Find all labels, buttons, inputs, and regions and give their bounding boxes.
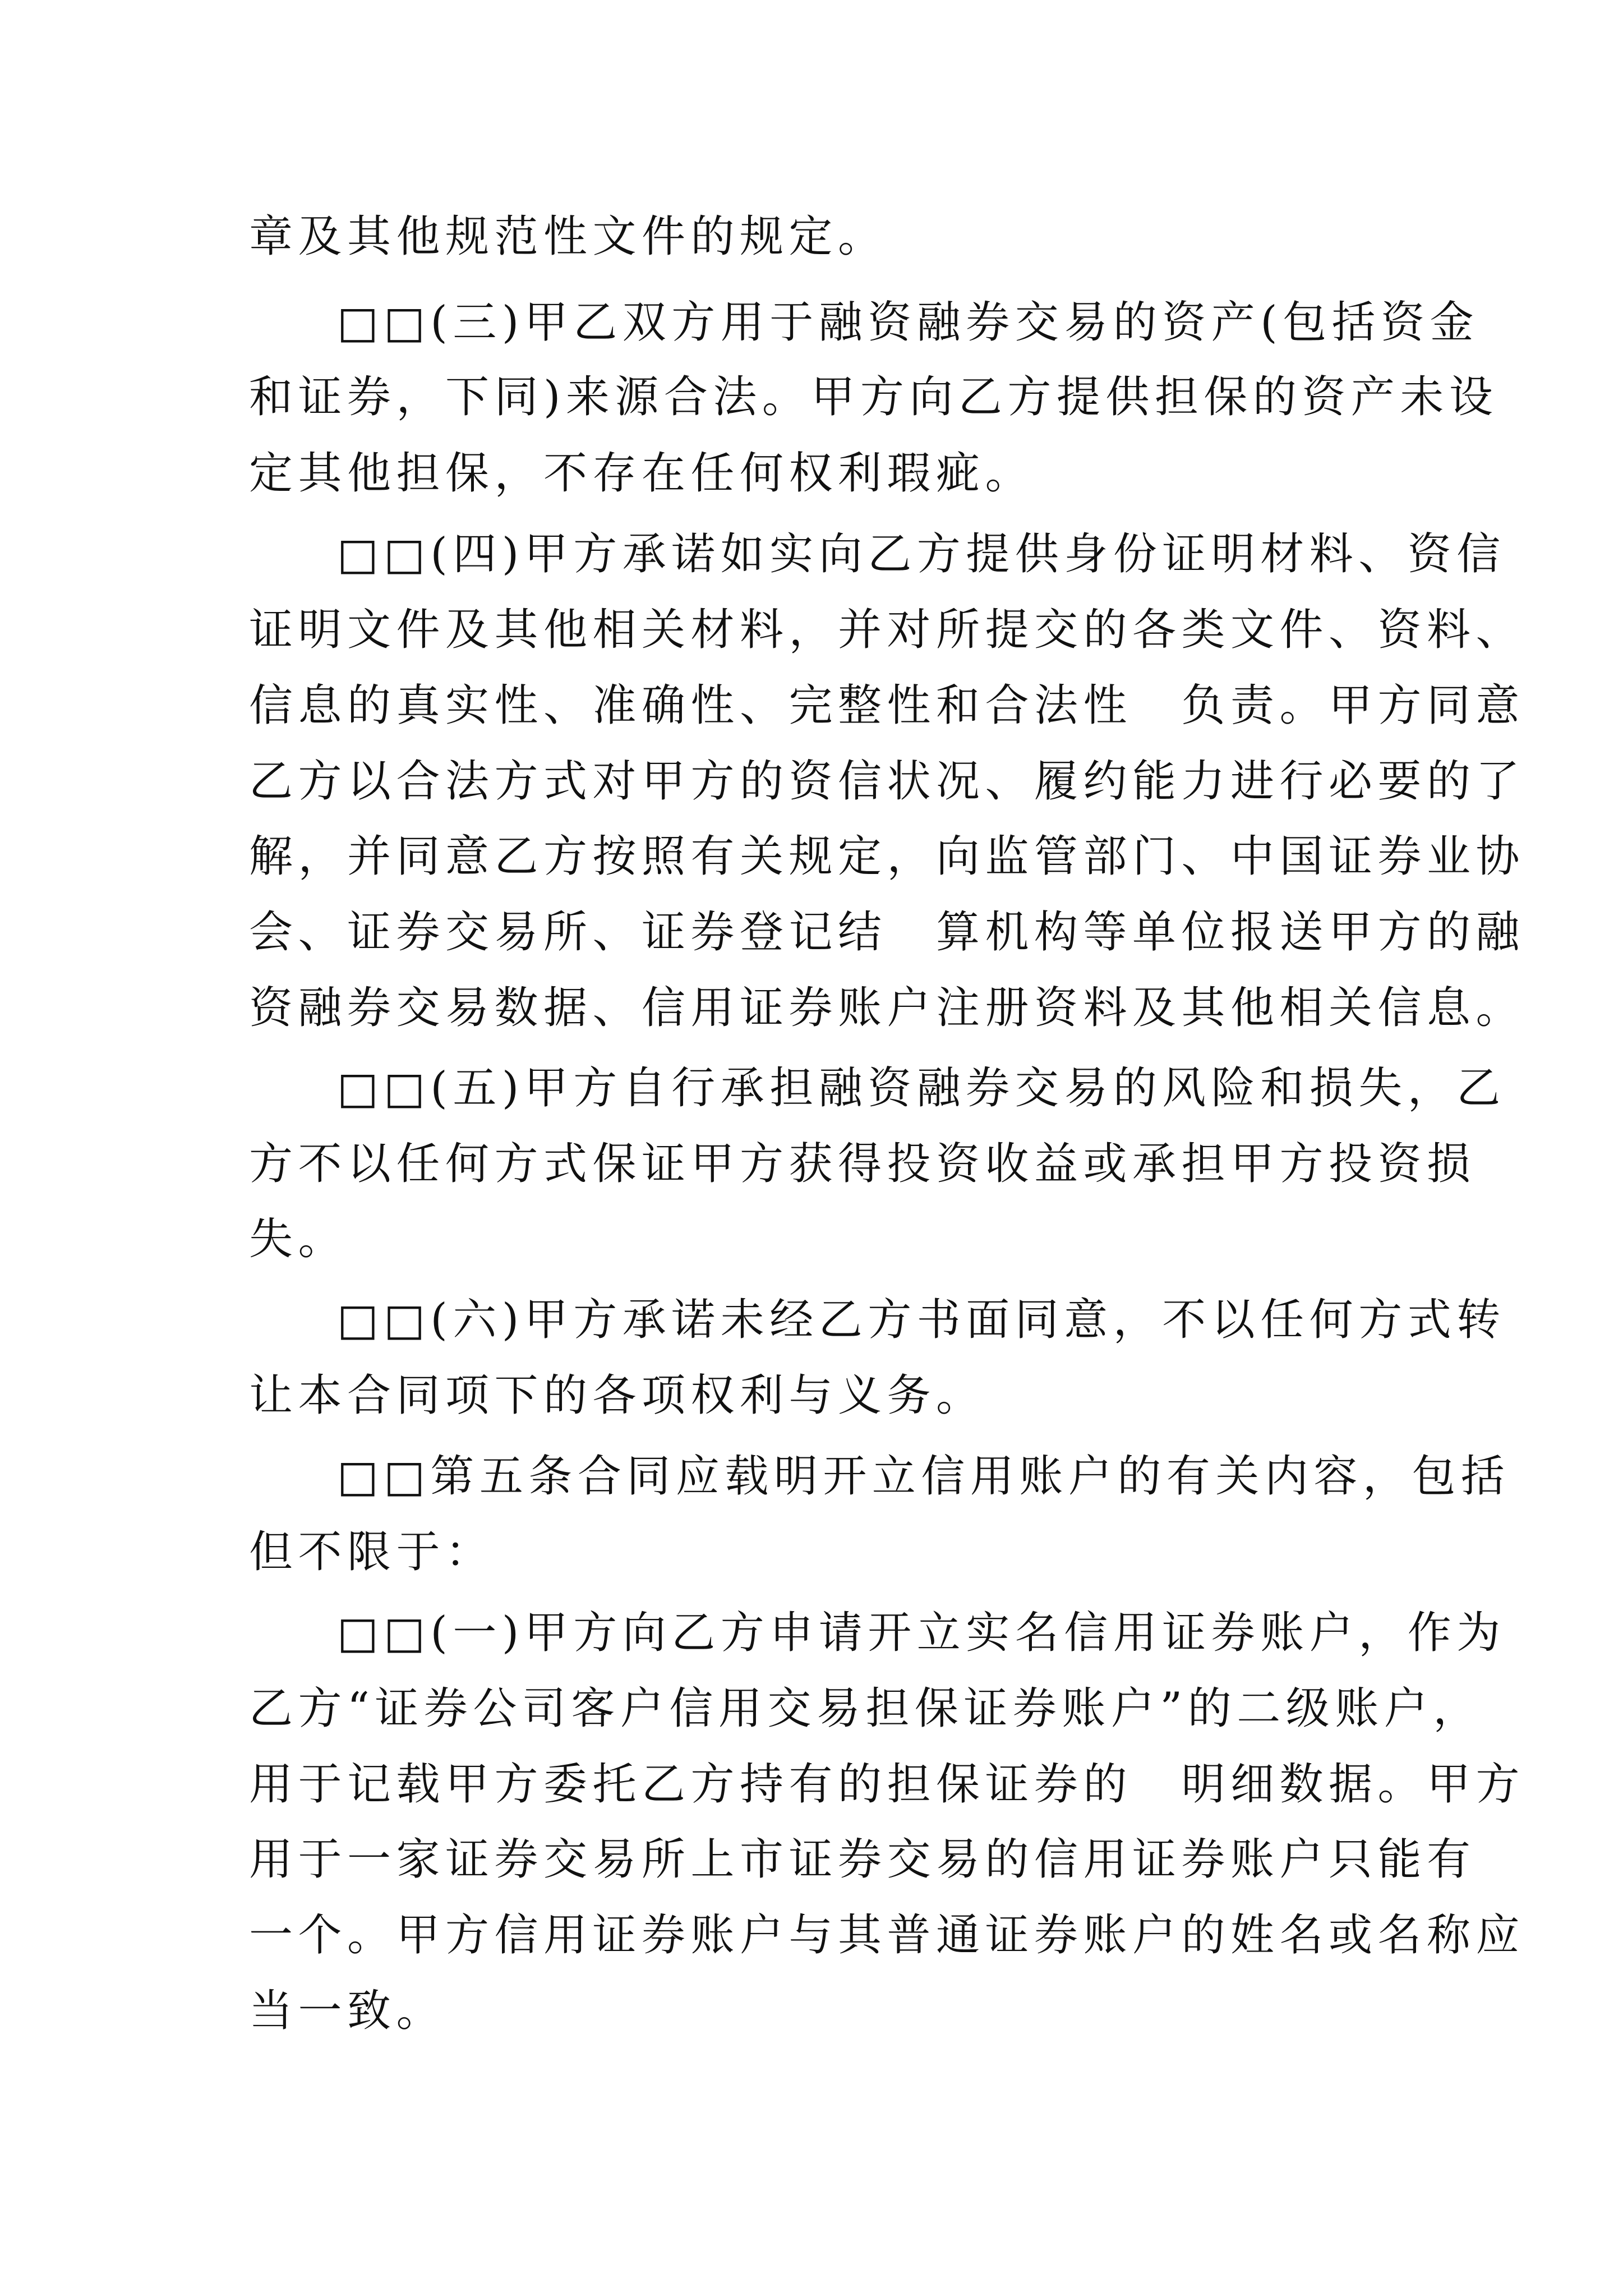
text-line: 定其他担保，不存在任何权利瑕疵。 [249,448,1035,499]
text-line: 方不以任何方式保证甲方获得投资收益或承担甲方投资损 [249,1139,1476,1189]
text-line: □□(六)甲方承诺未经乙方书面同意，不以任何方式转 [337,1295,1506,1345]
text-line: 章及其他规范性文件的规定。 [249,211,887,262]
text-line: 但不限于： [249,1527,495,1577]
text-line: □□第五条合同应载明开立信用账户的有关内容，包括 [337,1451,1510,1502]
text-line: 和证券，下同)来源合法。甲方向乙方提供担保的资产未设 [249,372,1498,422]
text-line: □□(三)甲乙双方用于融资融券交易的资产(包括资金 [337,297,1479,348]
text-line: 用于一家证券交易所上市证券交易的信用证券账户只能有 [249,1834,1476,1885]
text-line: □□(一)甲方向乙方申请开立实名信用证券账户，作为 [337,1608,1506,1658]
text-line: 乙方以合法方式对甲方的资信状况、履约能力进行必要的了 [249,756,1525,807]
text-line: 资融券交易数据、信用证券账户注册资料及其他相关信息。 [249,983,1525,1033]
text-line: 信息的真实性、准确性、完整性和合法性 负责。甲方同意 [249,680,1525,731]
text-line: 让本合同项下的各项权利与义务。 [249,1370,985,1421]
text-line: □□(四)甲方承诺如实向乙方提供身份证明材料、资信 [337,529,1506,579]
text-line: 乙方“证券公司客户信用交易担保证券账户”的二级账户， [249,1683,1482,1734]
text-line: □□(五)甲方自行承担融资融券交易的风险和损失，乙 [337,1063,1506,1114]
text-line: 当一致。 [249,1986,446,2036]
text-line: 一个。甲方信用证券账户与其普通证券账户的姓名或名称应 [249,1910,1525,1961]
text-line: 证明文件及其他相关材料，并对所提交的各类文件、资料、 [249,605,1525,655]
text-line: 会、证券交易所、证券登记结 算机构等单位报送甲方的融 [249,907,1525,958]
text-line: 用于记载甲方委托乙方持有的担保证券的 明细数据。甲方 [249,1759,1525,1810]
text-line: 失。 [249,1214,348,1264]
text-line: 解，并同意乙方按照有关规定，向监管部门、中国证券业协 [249,831,1525,882]
